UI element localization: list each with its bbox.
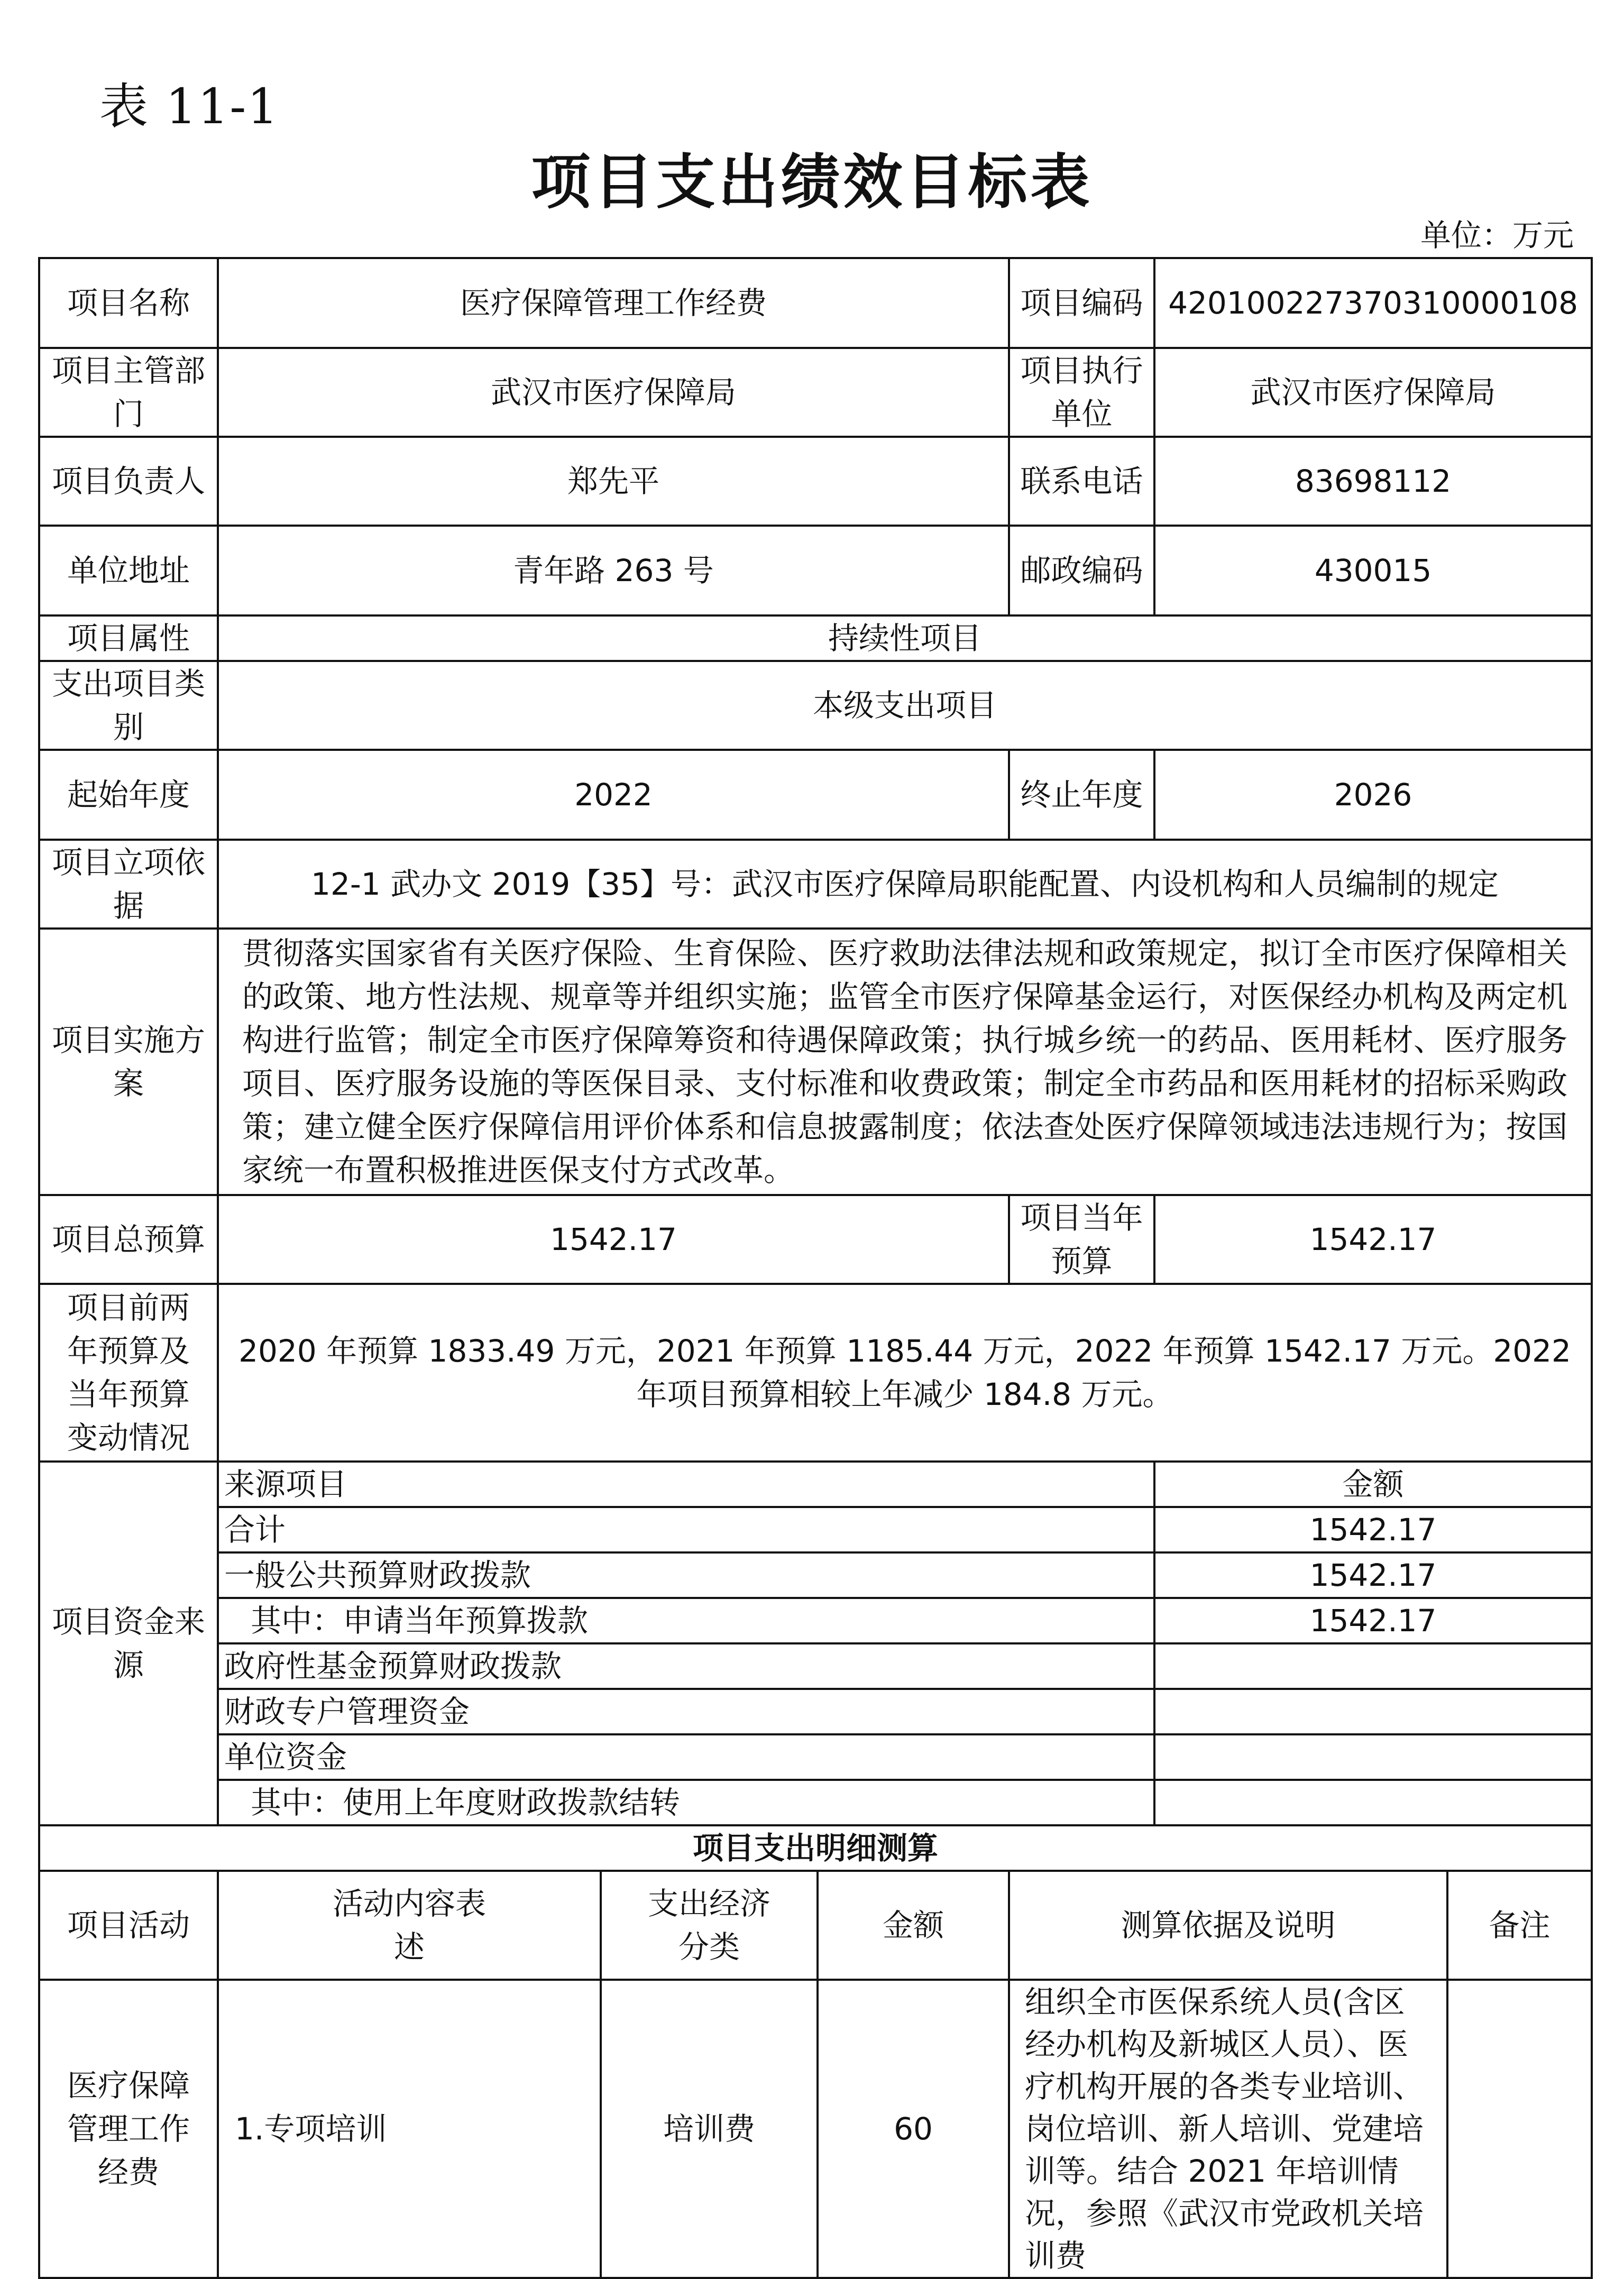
project-name-label: 项目名称 [39, 258, 218, 348]
end-year-label: 终止年度 [1009, 750, 1154, 840]
total-budget-label: 项目总预算 [39, 1195, 218, 1284]
funding-source: 其中：使用上年度财政拨款结转 [218, 1780, 1154, 1825]
category-label: 支出项目类别 [39, 661, 218, 750]
start-year-value: 2022 [218, 750, 1009, 840]
funding-amount-header: 金额 [1154, 1462, 1592, 1507]
end-year-value: 2026 [1154, 750, 1592, 840]
attribute-value: 持续性项目 [218, 615, 1592, 661]
funding-amount: 1542.17 [1154, 1598, 1592, 1643]
row-basis [39, 840, 1592, 929]
detail-header-content: 活动内容表述 [218, 1871, 601, 1980]
project-code-label: 项目编码 [1009, 258, 1154, 348]
funding-header-row [39, 1462, 1592, 1507]
zip-label: 邮政编码 [1009, 526, 1154, 615]
funding-row [39, 1734, 1592, 1780]
attribute-label: 项目属性 [39, 615, 218, 661]
budget-change-label: 项目前两年预算及当年预算变动情况 [39, 1284, 218, 1462]
row-category [39, 661, 1592, 750]
detail-basis: 组织全市医保系统人员(含区经办机构及新城区人员）、医疗机构开展的各类专业培训、岗位培训、新人培训、党建培训等。结合 2021 年培训情况，参照《武汉市党政机关培训费 [1009, 1980, 1447, 2278]
funding-source: 政府性基金预算财政拨款 [218, 1643, 1154, 1689]
detail-content: 1.专项培训 [218, 1980, 601, 2278]
detail-amount: 60 [818, 1980, 1009, 2278]
detail-header-row [39, 1871, 1592, 1980]
funding-amount: 1542.17 [1154, 1507, 1592, 1552]
funding-row [39, 1780, 1592, 1825]
detail-row [39, 1980, 1592, 2278]
funding-amount [1154, 1643, 1592, 1689]
budget-change-value: 2020 年预算 1833.49 万元，2021 年预算 1185.44 万元，2022 年预算 1542.17 万元。2022 年项目预算相较上年减少 184.8 万元。 [218, 1284, 1592, 1462]
row-attribute [39, 615, 1592, 661]
page-title: 项目支出绩效目标表 [531, 148, 1093, 217]
project-name-value: 医疗保障管理工作经费 [218, 258, 1009, 348]
address-label: 单位地址 [39, 526, 218, 615]
funding-source: 其中：申请当年预算拨款 [218, 1598, 1154, 1643]
basis-value: 12-1 武办文 2019【35】号：武汉市医疗保障局职能配置、内设机构和人员编制的规定 [218, 840, 1592, 929]
detail-section-title: 项目支出明细测算 [39, 1825, 1592, 1871]
funding-source: 合计 [218, 1507, 1154, 1552]
category-value: 本级支出项目 [218, 661, 1592, 750]
owner-value: 郑先平 [218, 437, 1009, 526]
executing-unit-label: 项目执行单位 [1009, 348, 1154, 437]
total-budget-value: 1542.17 [218, 1195, 1009, 1284]
address-value: 青年路 263 号 [218, 526, 1009, 615]
performance-target-table [38, 257, 1593, 2279]
detail-remark [1447, 1980, 1592, 2278]
detail-activity: 医疗保障管理工作经费 [39, 1980, 218, 2278]
department-label: 项目主管部门 [39, 348, 218, 437]
detail-section-title-row [39, 1825, 1592, 1871]
funding-row [39, 1689, 1592, 1734]
funding-row [39, 1552, 1592, 1598]
table-number: 表 11-1 [99, 78, 279, 135]
plan-label: 项目实施方案 [39, 929, 218, 1195]
funding-row [39, 1643, 1592, 1689]
owner-label: 项目负责人 [39, 437, 218, 526]
row-owner [39, 437, 1592, 526]
funding-row [39, 1598, 1592, 1643]
funding-amount [1154, 1689, 1592, 1734]
department-value: 武汉市医疗保障局 [218, 348, 1009, 437]
year-budget-value: 1542.17 [1154, 1195, 1592, 1284]
start-year-label: 起始年度 [39, 750, 218, 840]
project-code-value: 42010022737031000010​8 [1154, 258, 1592, 348]
funding-source-header: 来源项目 [218, 1462, 1154, 1507]
phone-label: 联系电话 [1009, 437, 1154, 526]
funding-amount [1154, 1734, 1592, 1780]
zip-value: 430015 [1154, 526, 1592, 615]
detail-header-remark: 备注 [1447, 1871, 1592, 1980]
detail-header-activity: 项目活动 [39, 1871, 218, 1980]
funding-amount [1154, 1780, 1592, 1825]
detail-econ: 培训费 [601, 1980, 818, 2278]
row-budget-change [39, 1284, 1592, 1462]
funding-amount: 1542.17 [1154, 1552, 1592, 1598]
funding-source: 财政专户管理资金 [218, 1689, 1154, 1734]
row-project-name [39, 258, 1592, 348]
detail-header-econ: 支出经济分类 [601, 1871, 818, 1980]
funding-label: 项目资金来源 [39, 1462, 218, 1825]
row-years [39, 750, 1592, 840]
row-address [39, 526, 1592, 615]
detail-header-basis: 测算依据及说明 [1009, 1871, 1447, 1980]
plan-value: 贯彻落实国家省有关医疗保险、生育保险、医疗救助法律法规和政策规定，拟订全市医疗保障相关的政策、地方性法规、规章等并组织实施；监管全市医疗保障基金运行，对医保经办机构及两定机构进行监管；制定全市医疗保障筹资和待遇保障政策；执行城乡统一的药品、医用耗材、医疗服务项目、医疗服务设施的等医保目录、支付标准和收费政策；制定全市药品和医用耗材的招标采购政策；建立健全医疗保障信用评价体系和信息披露制度；依法查处医疗保障领域违法违规行为；按国家统一布置积极推进医保支付方式改革。 [218, 929, 1592, 1195]
detail-header-amount: 金额 [818, 1871, 1009, 1980]
row-plan [39, 929, 1592, 1195]
funding-row [39, 1507, 1592, 1552]
executing-unit-value: 武汉市医疗保障局 [1154, 348, 1592, 437]
funding-source: 一般公共预算财政拨款 [218, 1552, 1154, 1598]
row-budget [39, 1195, 1592, 1284]
phone-value: 83698112 [1154, 437, 1592, 526]
basis-label: 项目立项依据 [39, 840, 218, 929]
unit-label: 单位：万元 [1420, 217, 1574, 253]
funding-source: 单位资金 [218, 1734, 1154, 1780]
year-budget-label: 项目当年预算 [1009, 1195, 1154, 1284]
row-department [39, 348, 1592, 437]
